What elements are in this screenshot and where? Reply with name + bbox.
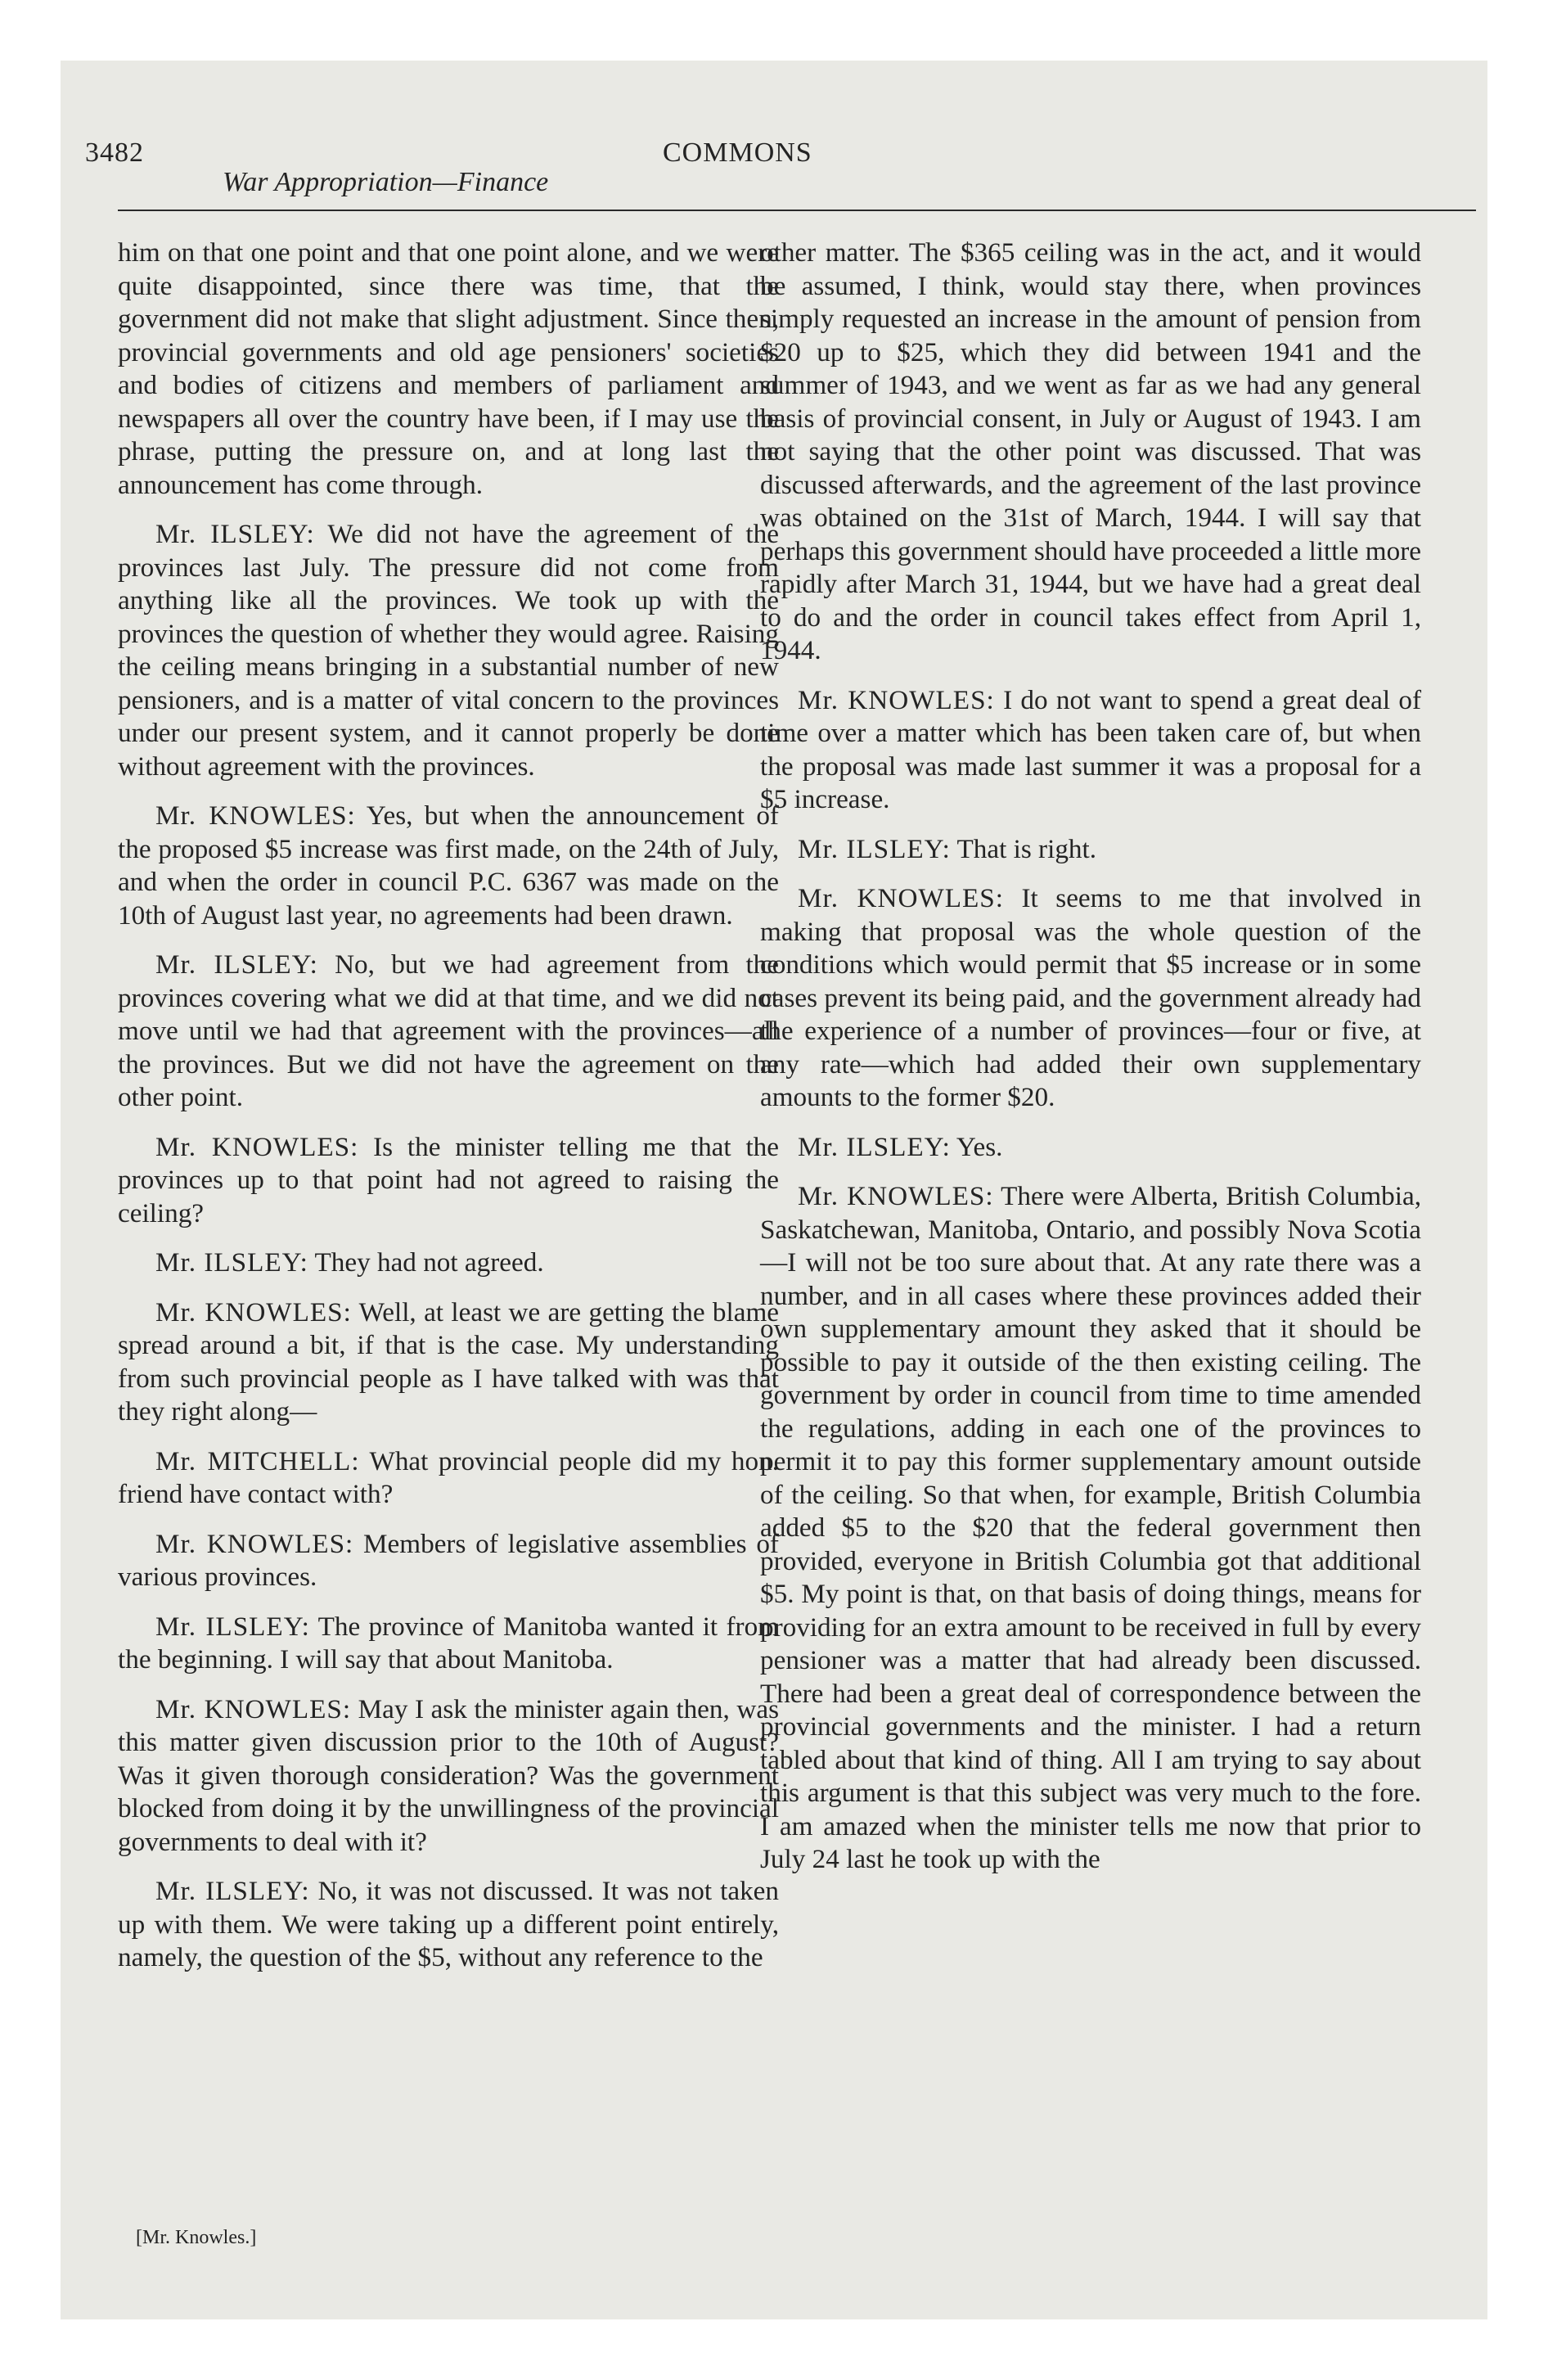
- speaker-name: Mr. KNOWLES:: [155, 1528, 354, 1559]
- speaker-name: Mr. KNOWLES:: [798, 684, 995, 715]
- speaker-name: Mr. ILSLEY:: [155, 949, 318, 980]
- paragraph: [118, 1693, 779, 1859]
- paragraph: [118, 518, 779, 783]
- paragraph-text: There were Alberta, British Columbia, Saskatchewan, Manitoba, Ontario, and possibly Nova Scotia—I will not be too sure about that. At any rate there was a number, and in all cases where these provinces added their own supplementary amount they asked that it should be possible to pay it outside of the then existing ceiling. The government by order in council from time to time amended the regulations, adding in each one of the provinces to permit it to pay this former supplementary amount outside of the ceiling. So that when, for example, British Columbia added $5 to the $20 that the federal government then provided, everyone in British Columbia got that additional $5. My point is that, on that basis of doing things, means for providing for an extra amount to be received in full by every pensioner was a matter that had already been discussed. There had been a great deal of correspondence between the provincial governments and the minister. I had a return tabled about that kind of thing. All I am trying to say about this argument is that this subject was very much to the fore. I am amazed when the minister tells me now that prior to July 24 last he took up with the: [760, 1181, 1421, 1874]
- speaker-name: Mr. ILSLEY:: [155, 1611, 310, 1642]
- paragraph: [760, 833, 1421, 867]
- speaker-name: Mr. KNOWLES:: [155, 1296, 352, 1327]
- paragraph-text: It seems to me that involved in making that proposal was the whole question of the conditions which would permit that $5 increase or in some cases prevent its being paid, and the government already had the experience of a number of provinces—four or five, at any rate—which had added their own supplementary amounts to the former $20.: [760, 883, 1421, 1112]
- speaker-name: Mr. KNOWLES:: [155, 800, 356, 831]
- paragraph: [760, 237, 1421, 668]
- footer-speaker-note: [Mr. Knowles.]: [136, 2227, 257, 2248]
- speaker-name: Mr. ILSLEY:: [155, 1876, 310, 1906]
- paragraph-text: That is right.: [956, 833, 1097, 864]
- speaker-name: Mr. ILSLEY:: [798, 1131, 951, 1162]
- paragraph-text: Well, at least we are getting the blame spread around a bit, if that is the case. My understanding from such provincial people as I have talked with was that they right along—: [118, 1296, 779, 1427]
- paragraph-text: I do not want to spend a great deal of time over a matter which has been taken care of, but when the proposal was made last summer it was a proposal for a $5 increase.: [760, 684, 1421, 814]
- paragraph: [118, 1611, 779, 1677]
- speaker-name: Mr. KNOWLES:: [155, 1693, 352, 1724]
- speaker-name: Mr. KNOWLES:: [798, 1181, 994, 1211]
- paragraph-text: May I ask the minister again then, was this matter given discussion prior to the 10th of August? Was it given thorough consideration? Was the government blocked from doing it by the unwillingness of the provincial governments to deal with it?: [118, 1693, 779, 1857]
- paragraph: [118, 1131, 779, 1231]
- page-number: 3482: [85, 137, 144, 168]
- paragraph-text: No, but we had agreement from the provinces covering what we did at that time, and we did not move until we had that agreement with the provinces—all the provinces. But we did not have the agreement on the other point.: [118, 949, 779, 1112]
- header-rule: [118, 210, 1476, 211]
- paragraph-text: No, it was not discussed. It was not taken up with them. We were taking up a different point entirely, namely, the question of the $5, without any reference to the: [118, 1876, 779, 1972]
- paragraph-text: We did not have the agreement of the provinces last July. The pressure did not come from anything like all the provinces. We took up with the provinces the question of whether they would agree. Raising the ceiling means bringing in a substantial number of new pensioners, and is a matter of vital concern to the provinces under our present system, and it cannot properly be done without agreement with the provinces.: [118, 519, 779, 782]
- paragraph: [118, 800, 779, 932]
- right-column: [760, 237, 1421, 1893]
- left-column: [118, 237, 779, 1991]
- paragraph: [118, 1296, 779, 1429]
- paragraph: [760, 684, 1421, 817]
- paragraph-text: him on that one point and that one point alone, and we were quite disappointed, since there was time, that the government did not make that slight adjustment. Since then, provincial governments and old age pensioners' societies and bodies of citizens and members of parliament and newspapers all over the country have been, if I may use the phrase, putting the pressure on, and at long last the announcement has come through.: [118, 237, 779, 500]
- paragraph-text: Members of legislative assemblies of various provinces.: [118, 1528, 779, 1592]
- paragraph: [760, 1131, 1421, 1165]
- running-subtitle: War Appropriation—Finance: [223, 167, 549, 197]
- paragraph-text: other matter. The $365 ceiling was in the act, and it would be assumed, I think, would stay there, when provinces simply requested an increase in the amount of pension from $20 up to $25, which they did between 1941 and the summer of 1943, and we went as far as we had any general basis of provincial consent, in July or August of 1943. I am not saying that the other point was discussed. That was discussed afterwards, and the agreement of the last province was obtained on the 31st of March, 1944. I will say that perhaps this government should have proceeded a little more rapidly after March 31, 1944, but we have had a great deal to do and the order in council takes effect from April 1, 1944.: [760, 237, 1421, 665]
- paragraph-text: They had not agreed.: [314, 1247, 544, 1278]
- paragraph-text: Is the minister telling me that the provinces up to that point had not agreed to raising the ceiling?: [118, 1131, 779, 1228]
- paragraph: [760, 882, 1421, 1115]
- paragraph: [118, 1875, 779, 1975]
- speaker-name: Mr. ILSLEY:: [155, 1247, 308, 1278]
- page: [61, 61, 1487, 2319]
- paragraph-text: Yes.: [956, 1131, 1003, 1162]
- speaker-name: Mr. ILSLEY:: [155, 519, 315, 549]
- paragraph: [118, 1246, 779, 1280]
- paragraph: [118, 1445, 779, 1512]
- paragraph: [118, 237, 779, 502]
- speaker-name: Mr. KNOWLES:: [155, 1131, 359, 1162]
- paragraph-text: The province of Manitoba wanted it from the beginning. I will say that about Manitoba.: [118, 1611, 779, 1675]
- paragraph-text: What provincial people did my hon. friend have contact with?: [118, 1445, 779, 1509]
- speaker-name: Mr. MITCHELL:: [155, 1445, 360, 1476]
- section-title: COMMONS: [663, 137, 812, 168]
- speaker-name: Mr. KNOWLES:: [798, 883, 1004, 913]
- paragraph: [118, 1528, 779, 1594]
- paragraph: [760, 1180, 1421, 1877]
- paragraph: [118, 949, 779, 1115]
- paragraph-text: Yes, but when the announcement of the proposed $5 increase was first made, on the 24th of July, and when the order in council P.C. 6367 was made on the 10th of August last year, no agreements had been drawn.: [118, 800, 779, 931]
- speaker-name: Mr. ILSLEY:: [798, 833, 951, 864]
